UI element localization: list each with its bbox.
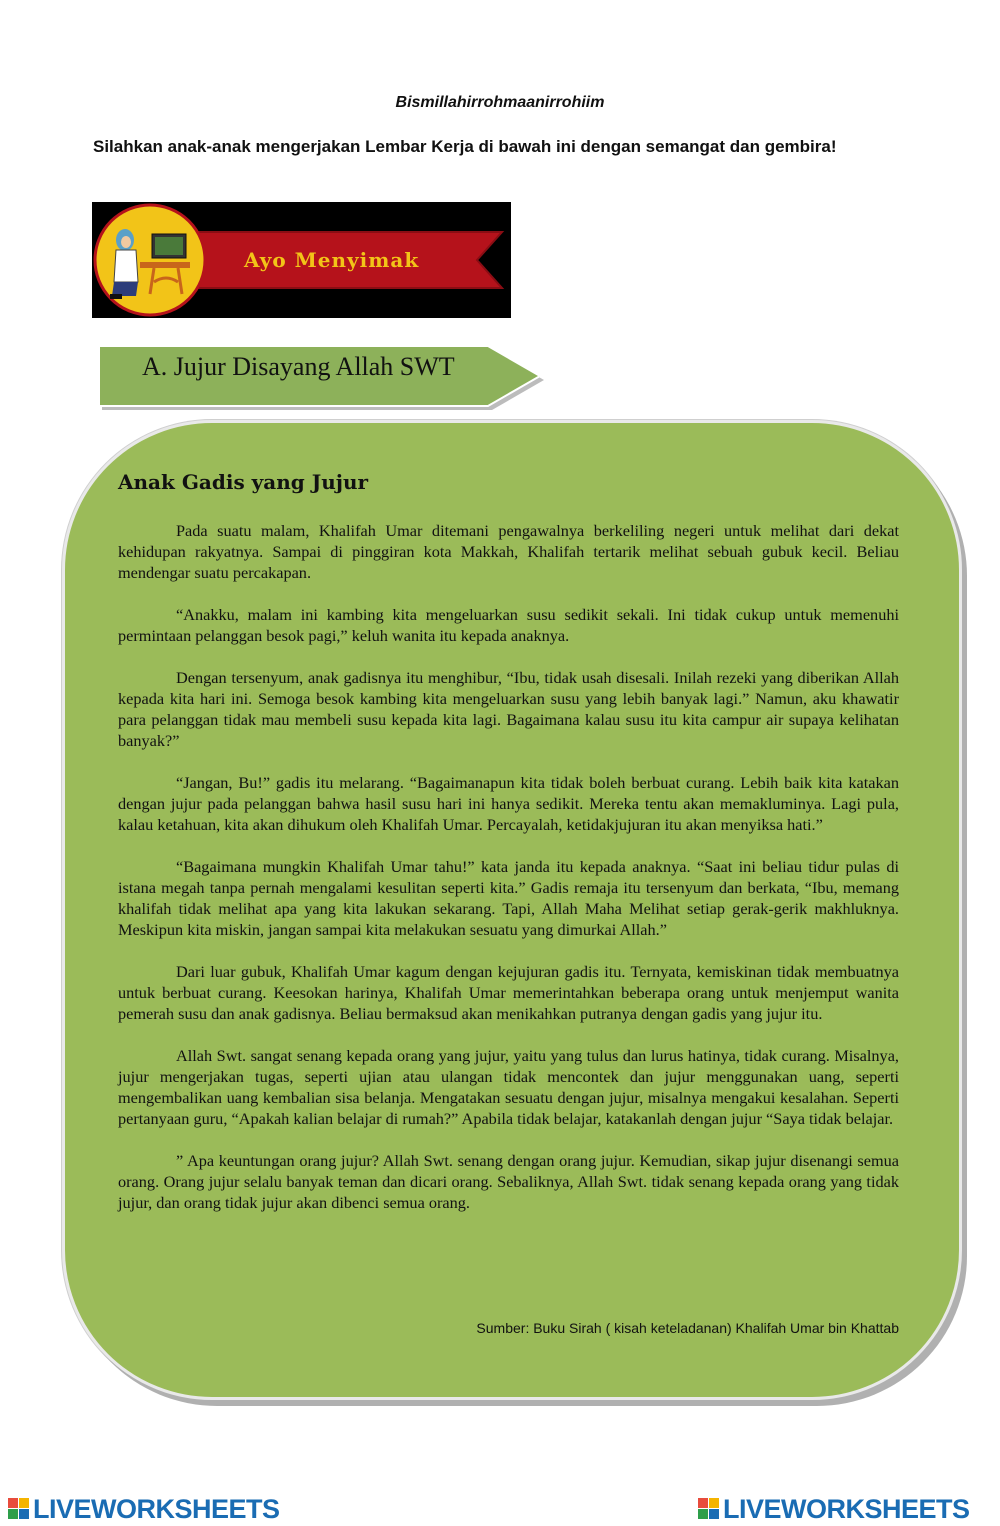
liveworksheets-mark-icon <box>698 1498 720 1520</box>
liveworksheets-logo-right[interactable] <box>698 1494 970 1524</box>
bismillah-heading: Bismillahirrohmaanirrohiim <box>395 94 605 111</box>
liveworksheets-logo-left[interactable] <box>8 1494 280 1524</box>
section-title: A. Jujur Disayang Allah SWT <box>142 352 455 381</box>
story-body <box>118 520 899 1234</box>
story-paragraph: Allah Swt. sangat senang kepada orang yang jujur, yaitu yang tulus dan lurus hatinya, tidak curang. Misalnya, jujur mengerjakan tugas, seperti ujian atau ulangan tidak mencontek dan jujur menggunakan uang, seperti mengembalikan uang kembalian sisa belanja. Mengatakan sesuatu dengan jujur, misalnya mengakui kesalahan. Seperti pertanyaan guru, “Apakah kalian belajar di rumah?” Apabila tidak belajar, katakanlah dengan jujur “Saya tidak belajar. <box>118 1046 899 1128</box>
liveworksheets-mark-icon <box>8 1498 30 1520</box>
liveworksheets-wordmark: LIVEWORKSHEETS <box>723 1493 970 1524</box>
story-paragraph: Dengan tersenyum, anak gadisnya itu menghibur, “Ibu, tidak usah disesali. Inilah rezeki yang diberikan Allah kepada kita hari ini. Semoga besok kambing kita mengeluarkan susu yang lebih banyak lagi.” Namun, aku khawatir para pelanggan tidak mau membeli susu kepada kita lagi. Bagaimana kalau susu itu kita campur air supaya kelihatan banyak?” <box>118 668 899 750</box>
banner-label: Ayo Menyimak <box>244 248 420 272</box>
story-paragraph: Pada suatu malam, Khalifah Umar ditemani pengawalnya berkeliling negeri untuk melihat dari dekat kehidupan rakyatnya. Sampai di pinggiran kota Makkah, Khalifah tertarik melihat sebuah gubuk kecil. Beliau mendengar suatu percakapan. <box>118 521 899 582</box>
instruction-text: Silahkan anak-anak mengerjakan Lembar Kerja di bawah ini dengan semangat dan gembira! <box>93 137 837 156</box>
story-paragraph: ” Apa keuntungan orang jujur? Allah Swt. senang dengan orang jujur. Kemudian, sikap jujur disenangi semua orang. Orang jujur selalu banyak teman dan dicari orang. Sebaliknya, Allah Swt. tidak senang kepada orang yang tidak jujur, dan orang tidak jujur akan dibenci semua orang. <box>118 1151 899 1212</box>
story-paragraph: Dari luar gubuk, Khalifah Umar kagum dengan kejujuran gadis itu. Ternyata, kemiskinan tidak membuatnya untuk berbuat curang. Keesokan harinya, Khalifah Umar memerintahkan beberapa orang untuk menjemput wanita pemerah susu dan anak gadisnya. Beliau bermaksud akan menikahkan putranya dengan gadis yang jujur itu. <box>118 962 899 1023</box>
story-title: Anak Gadis yang Jujur <box>118 470 369 494</box>
story-source: Sumber: Buku Sirah ( kisah keteladanan) Khalifah Umar bin Khattab <box>476 1320 899 1336</box>
story-paragraph: “Jangan, Bu!” gadis itu melarang. “Bagaimanapun kita tidak boleh berbuat curang. Lebih baik kita katakan dengan jujur pada pelanggan bahwa hasil susu hari ini hanya sedikit. Mereka tentu akan memakluminya. Lagi pula, kalau ketahuan, kita akan dihukum oleh Khalifah Umar. Percayalah, ketidakjujuran itu akan menyiksa hati.” <box>118 773 899 834</box>
story-paragraph: “Bagaimana mungkin Khalifah Umar tahu!” kata janda itu kepada anaknya. “Saat ini beliau tidur pulas di istana megah tanpa pernah mengalami kesulitan seperti kita.” Gadis remaja itu tersenyum dan berkata, “Ibu, memang khalifah tidak melihat apa yang kita lakukan sekarang. Tapi, Allah Maha Melihat setiap gerak-gerik makhluknya. Meskipun kita miskin, jangan sampai kita melakukan sesuatu yang dimurkai Allah.” <box>118 857 899 939</box>
story-paragraph: “Anakku, malam ini kambing kita mengeluarkan susu sedikit sekali. Ini tidak cukup untuk memenuhi permintaan pelanggan besok pagi,” keluh wanita itu kepada anaknya. <box>118 605 899 645</box>
liveworksheets-wordmark: LIVEWORKSHEETS <box>33 1493 280 1524</box>
